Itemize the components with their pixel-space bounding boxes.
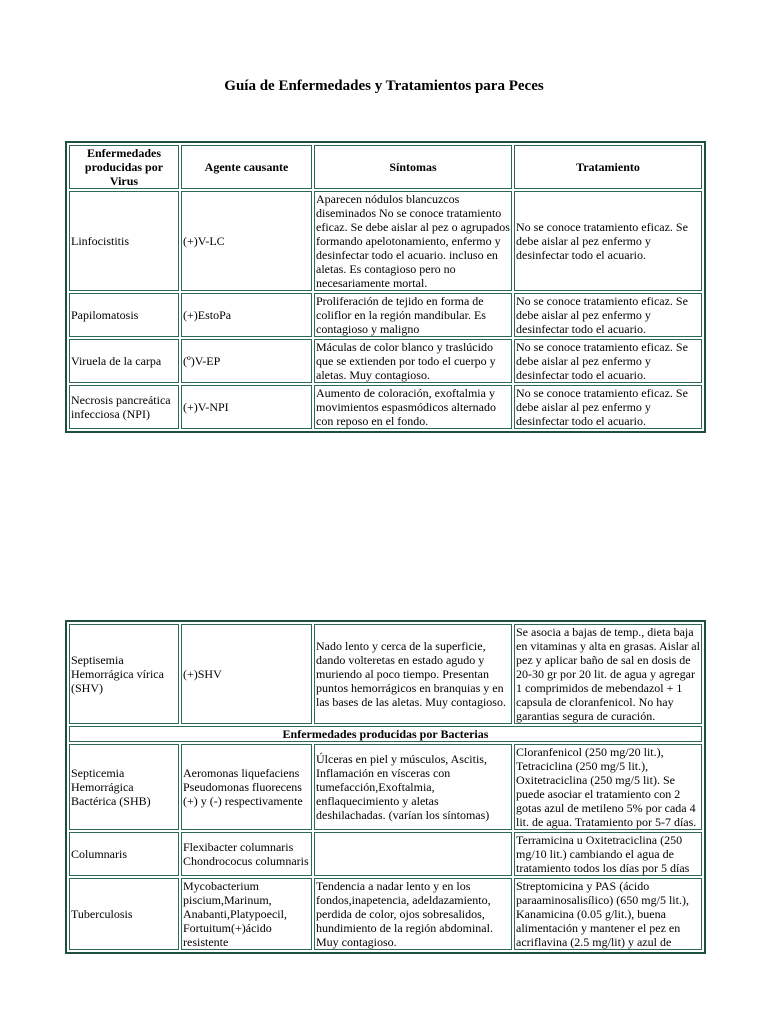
page-title: Guía de Enfermedades y Tratamientos para Peces (224, 78, 544, 94)
disease-cell: Columnaris (69, 832, 179, 876)
header-disease: Enfermedades producidas por Virus (69, 145, 179, 189)
disease-cell: Necrosis pancreática infecciosa (NPI) (69, 385, 179, 429)
disease-cell: Septicemia Hemorrágica Bactérica (SHB) (69, 744, 179, 830)
agent-cell: (+)EstoPa (181, 293, 312, 337)
symptoms-cell: Úlceras en piel y músculos, Ascitis, Inflamación en vísceras con tumefacción,Exoftalmia, enflaquecimiento y aletas deshilachadas. (varían los síntomas) (314, 744, 512, 830)
disease-cell: Tuberculosis (69, 878, 179, 950)
treatment-cell: No se conoce tratamiento eficaz. Se debe aislar al pez enfermo y desinfectar todo el acuario. (514, 293, 702, 337)
symptoms-cell (314, 832, 512, 876)
symptoms-cell: Aparecen nódulos blancuzcos diseminados No se conoce tratamiento eficaz. Se debe aislar al pez o agrupados formando apelotonamiento, enfermo y desinfectar todo el acuario. incluso en aletas. Es contagioso pero no necesariamente mortal. (314, 191, 512, 291)
treatment-cell: No se conoce tratamiento eficaz. Se debe aislar al pez enfermo y desinfectar todo el acuario. (514, 339, 702, 383)
treatment-cell: No se conoce tratamiento eficaz. Se debe aislar al pez enfermo y desinfectar todo el acuario. (514, 191, 702, 291)
disease-cell: Viruela de la carpa (69, 339, 179, 383)
symptoms-cell: Aumento de coloración, exoftalmia y movimientos espasmódicos alternado con reposo en el fondo. (314, 385, 512, 429)
treatment-cell: Terramicina u Oxitetraciclina (250 mg/10 lit.) cambiando el agua de tratamiento todos los días por 5 días (514, 832, 702, 876)
disease-cell: Papilomatosis (69, 293, 179, 337)
symptoms-cell: Tendencia a nadar lento y en los fondos,inapetencia, adeldazamiento, perdida de color, ojos sobresalidos, hundimiento de la región abdominal. Muy contagioso. (314, 878, 512, 950)
table-row (69, 385, 702, 429)
table-row (69, 832, 702, 876)
agent-cell: Flexibacter columnaris Chondrococus columnaris (181, 832, 312, 876)
agent-cell: (º)V-EP (181, 339, 312, 383)
virus-diseases-table (65, 141, 706, 433)
table-row (69, 339, 702, 383)
section-header-row (69, 726, 702, 742)
treatment-cell: No se conoce tratamiento eficaz. Se debe aislar al pez enfermo y desinfectar todo el acuario. (514, 385, 702, 429)
agent-cell: (+)SHV (181, 624, 312, 724)
symptoms-cell: Nado lento y cerca de la superficie, dando volteretas en estado agudo y muriendo al poco tiempo. Presentan puntos hemorrágicos en branquias y en las bases de las aletas. Muy contagioso. (314, 624, 512, 724)
agent-cell: (+)V-LC (181, 191, 312, 291)
table-row (69, 293, 702, 337)
symptoms-cell: Máculas de color blanco y traslúcido que se extienden por todo el cuerpo y aletas. Muy contagioso. (314, 339, 512, 383)
treatment-cell: Se asocia a bajas de temp., dieta baja en vitaminas y alta en grasas. Aislar al pez y aplicar baño de sal en dosis de 20-30 gr por 20 lit. de agua y agregar 1 comprimidos de mebendazol + 1 capsula de cloranfenicol. No hay garantias segura de curación. (514, 624, 702, 724)
agent-cell: (+)V-NPI (181, 385, 312, 429)
shv-bacteria-table (65, 620, 706, 954)
header-symptoms: Síntomas (314, 145, 512, 189)
disease-cell: Septisemia Hemorrágica vírica (SHV) (69, 624, 179, 724)
agent-cell: Aeromonas liquefaciens Pseudomonas fluorecens (+) y (-) respectivamente (181, 744, 312, 830)
table-header-row (69, 145, 702, 189)
bacteria-section-header: Enfermedades producidas por Bacterias (69, 726, 702, 742)
treatment-cell: Cloranfenicol (250 mg/20 lit.), Tetraciclina (250 mg/5 lit.), Oxitetraciclina (250 mg/5 lit). Se puede asociar el tratamiento con 2 gotas azul de metileno 5% por cada 4 lit. de agua. Tratamiento por 5-7 días. (514, 744, 702, 830)
table-row (69, 624, 702, 724)
treatment-cell: Streptomicina y PAS (ácido paraaminosalisílico) (650 mg/5 lit.), Kanamicina (0.05 g/lit.), buena alimentación y mantener el pez en acriflavina (2.5 mg/lit) y azul de (514, 878, 702, 950)
table-row (69, 191, 702, 291)
table-row (69, 878, 702, 950)
header-treatment: Tratamiento (514, 145, 702, 189)
agent-cell: Mycobacterium piscium,Marinum, Anabanti,Platypoecil, Fortuitum(+)ácido resistente (181, 878, 312, 950)
table-row (69, 744, 702, 830)
symptoms-cell: Proliferación de tejido en forma de coliflor en la región mandibular. Es contagioso y maligno (314, 293, 512, 337)
disease-cell: Linfocistitis (69, 191, 179, 291)
header-agent: Agente causante (181, 145, 312, 189)
